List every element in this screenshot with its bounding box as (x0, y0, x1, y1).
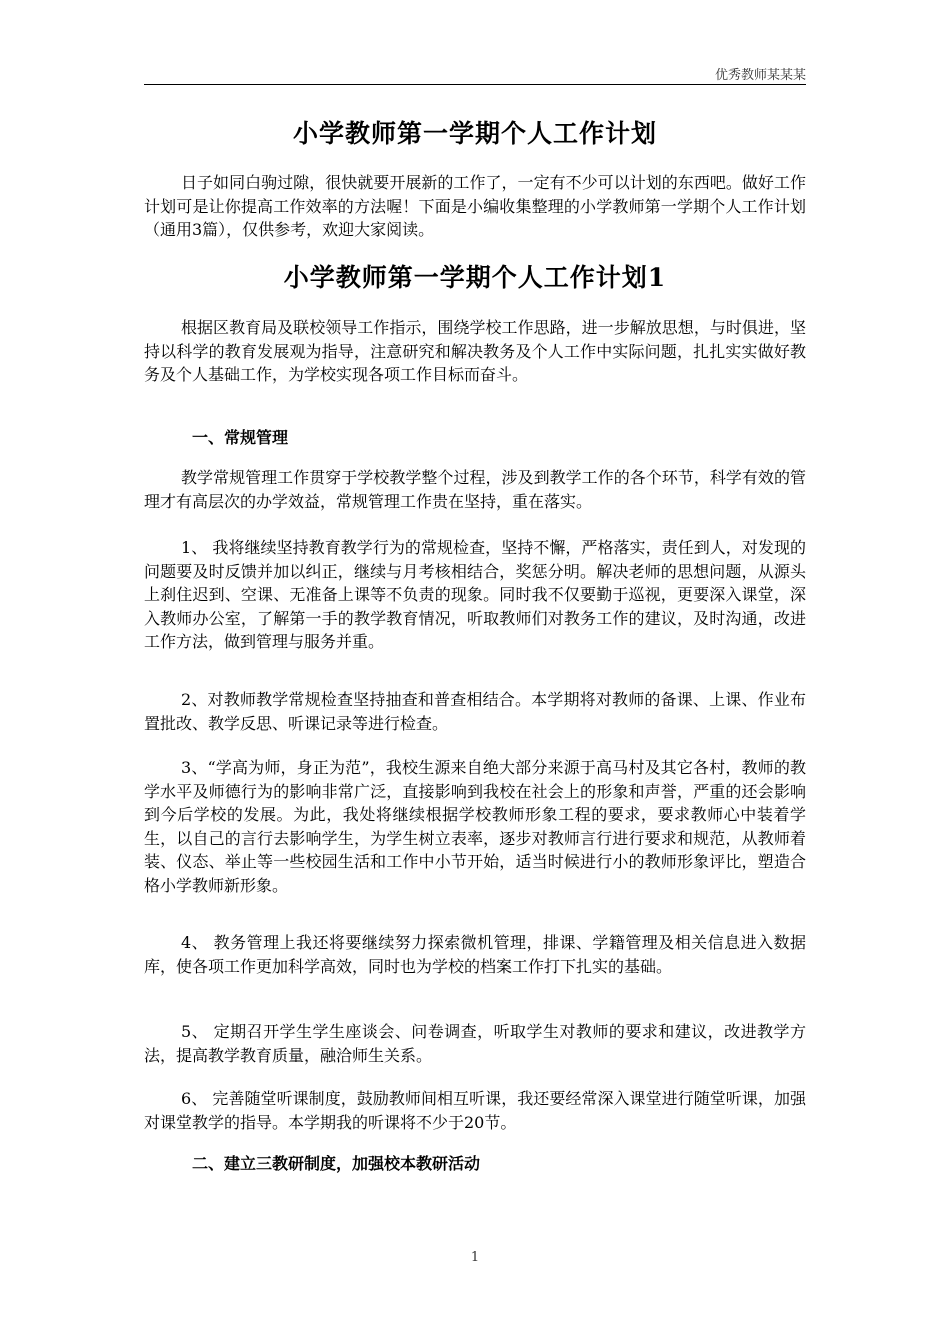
body-paragraph: 根据区教育局及联校领导工作指示，围绕学校工作思路，进一步解放思想，与时俱进，坚持以科学的教育发展观为指导，注意研究和解决教务及个人工作中实际问题，扎扎实实做好教务及个人基础工作，为学校实现各项工作目标而奋斗。 (144, 318, 806, 384)
body-paragraph: 2、对教师教学常规检查坚持抽查和普查相结合。本学期将对教师的备课、上课、作业布置批改、教学反思、听课记录等进行检查。 (144, 690, 806, 733)
header-rule (144, 84, 806, 85)
page-header-text: 优秀教师某某某 (714, 68, 806, 83)
body-paragraph: 1、 我将继续坚持教育教学行为的常规检查，坚持不懈，严格落实，责任到人，对发现的问题要及时反馈并加以纠正，继续与月考核相结合，奖惩分明。解决老师的思想问题，从源头上刹住迟到、空课、无准备上课等不负责的现象。同时我不仅要勤于巡视，更要深入课堂，深入教师办公室，了解第一手的教学教育情况，听取教师们对教务工作的建议，及时沟通，改进工作方法，做到管理与服务并重。 (144, 538, 806, 651)
document-title: 小学教师第一学期个人工作计划 (292, 119, 657, 148)
body-paragraph: 教学常规管理工作贯穿于学校教学整个过程，涉及到教学工作的各个环节，科学有效的管理才有高层次的办学效益，常规管理工作贵在坚持，重在落实。 (144, 468, 806, 511)
body-paragraph: 5、 定期召开学生学生座谈会、问卷调查，听取学生对教师的要求和建议，改进教学方法，提高教学教育质量，融洽师生关系。 (144, 1022, 806, 1065)
body-paragraph: 6、 完善随堂听课制度，鼓励教师间相互听课，我还要经常深入课堂进行随堂听课，加强对课堂教学的指导。本学期我的听课将不少于20节。 (144, 1089, 806, 1132)
page-number: 1 (470, 1250, 480, 1265)
section-title: 小学教师第一学期个人工作计划1 (283, 263, 667, 292)
section-heading: 二、建立三教研制度，加强校本教研活动 (192, 1154, 481, 1173)
body-paragraph: 3、“学高为师，身正为范”，我校生源来自绝大部分来源于高马村及其它各村，教师的教学水平及师德行为的影响非常广泛，直接影响到我校在社会上的形象和声誉，严重的还会影响到今后学校的发展。为此，我处将继续根据学校教师形象工程的要求，要求教师心中装着学生，以自己的言行去影响学生，为学生树立表率，逐步对教师言行进行要求和规范，从教师着装、仪态、举止等一些校园生活和工作中小节开始，适当时候进行小的教师形象评比，塑造合格小学教师新形象。 (144, 758, 806, 895)
body-paragraph: 4、 教务管理上我还将要继续努力探索微机管理，排课、学籍管理及相关信息进入数据库，使各项工作更加科学高效，同时也为学校的档案工作打下扎实的基础。 (144, 933, 806, 976)
intro-paragraph: 日子如同白驹过隙，很快就要开展新的工作了，一定有不少可以计划的东西吧。做好工作计划可是让你提高工作效率的方法喔！下面是小编收集整理的小学教师第一学期个人工作计划（通用3篇），仅供参考，欢迎大家阅读。 (144, 173, 806, 239)
section-heading: 一、常规管理 (192, 428, 289, 447)
